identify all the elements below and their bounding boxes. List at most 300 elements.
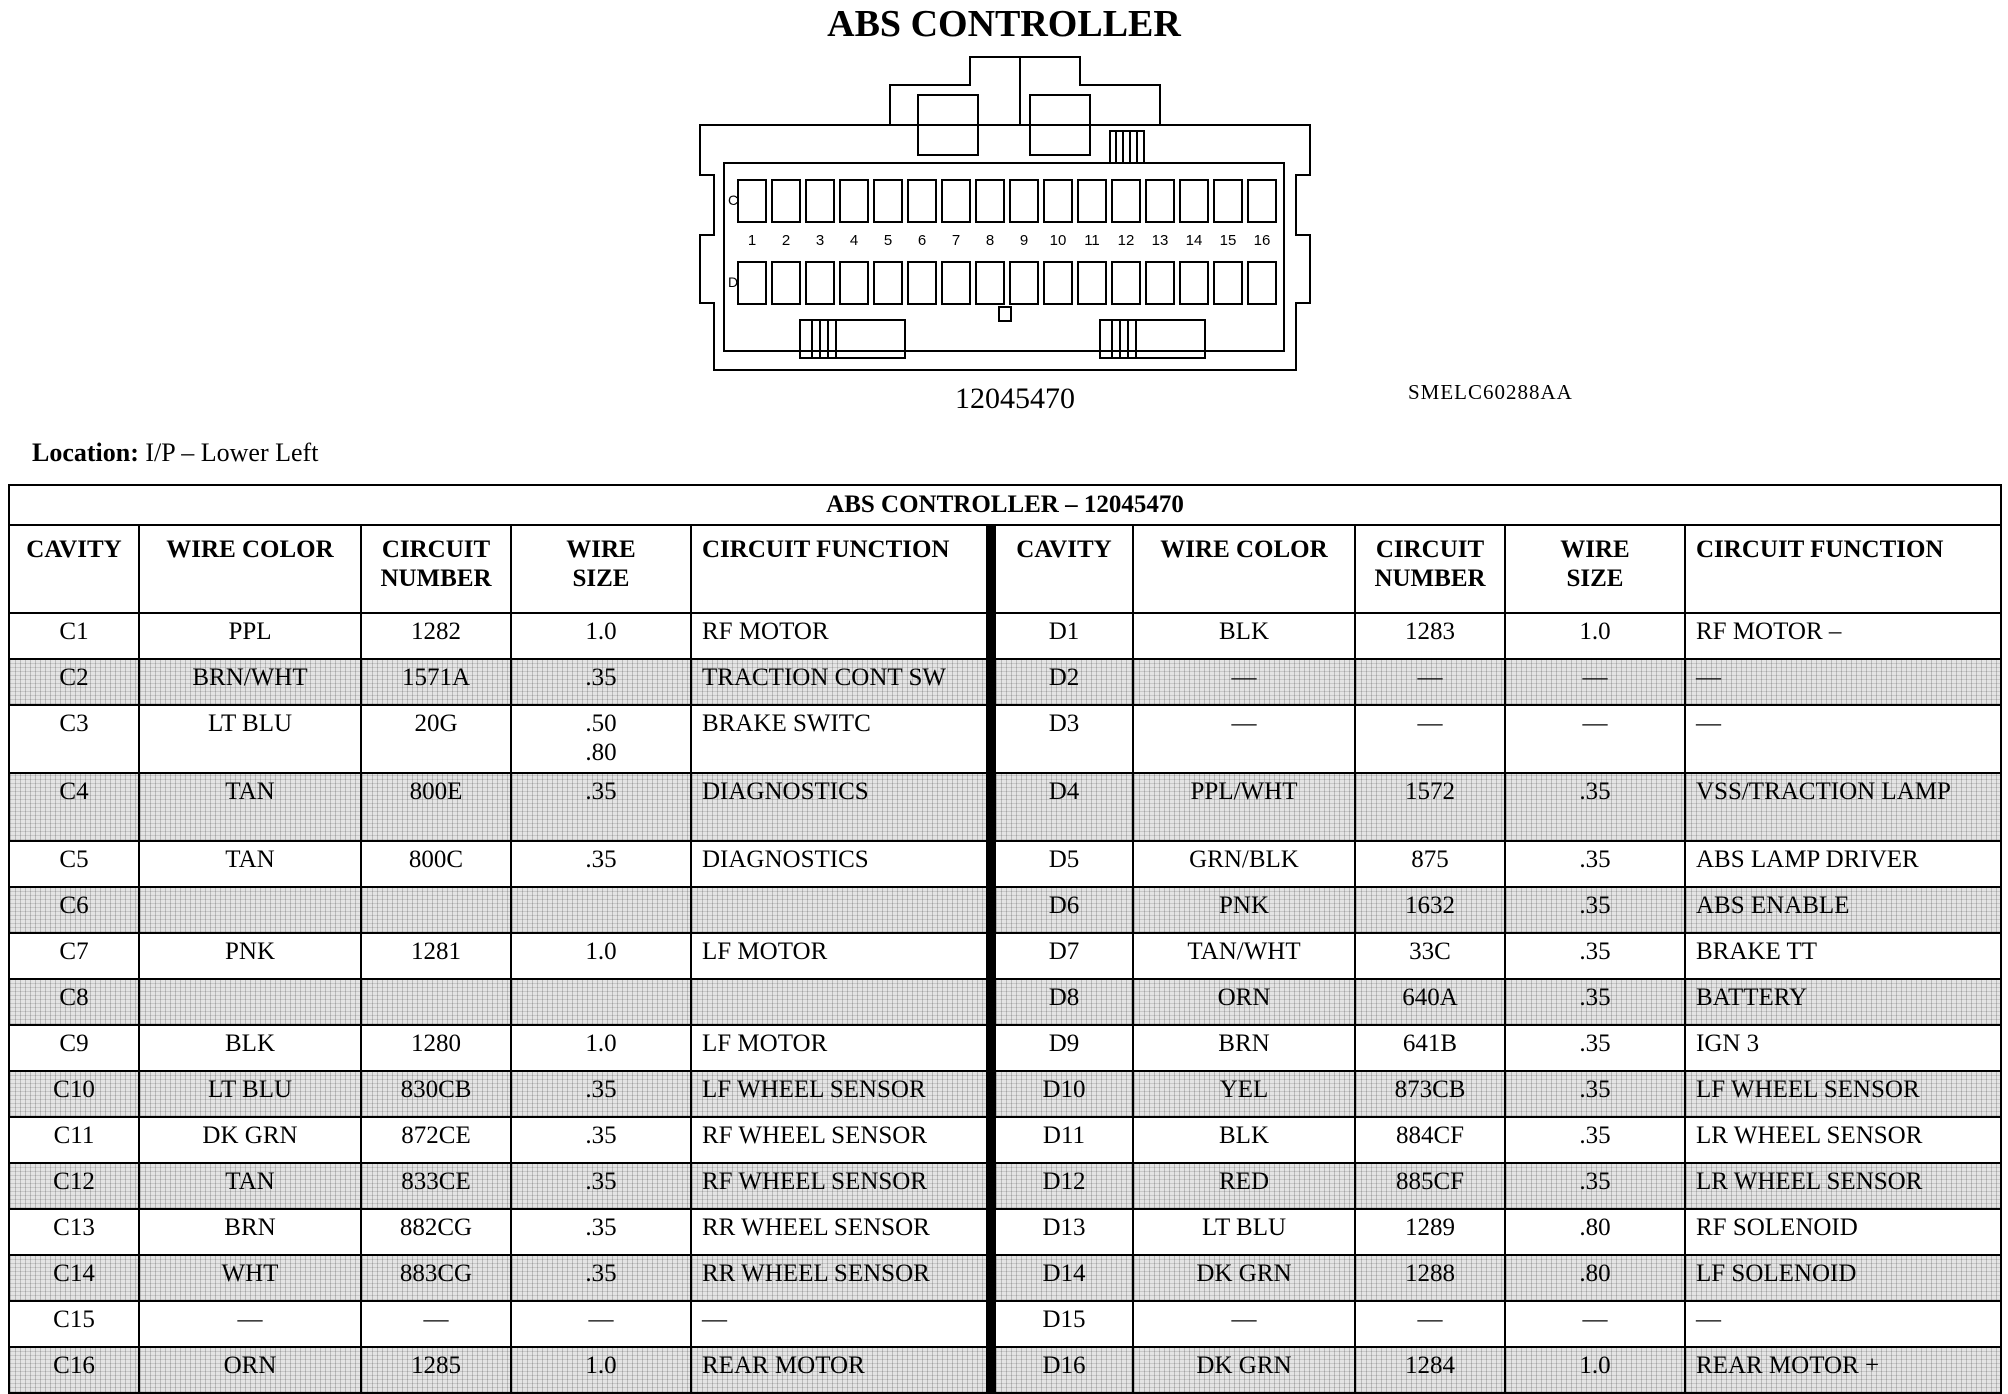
cell-cavity <box>9 705 139 773</box>
cell-cavity-text: C14 <box>53 1260 95 1287</box>
cell-circuit-function-text: — <box>702 1306 727 1333</box>
header-text: CIRCUIT <box>381 536 491 563</box>
cell-wire-color <box>1133 1347 1355 1393</box>
cell-circuit-number <box>361 979 511 1025</box>
cell-wire-color <box>139 1301 361 1347</box>
cell-wire-size <box>511 1025 691 1071</box>
location-value: I/P – Lower Left <box>145 438 319 467</box>
cell-wire-color <box>1133 1301 1355 1347</box>
drawing-code: SMELC60288AA <box>1408 380 1573 404</box>
cell-wire-size-text: .35 <box>585 846 617 873</box>
cell-cavity <box>991 1163 1133 1209</box>
cell-circuit-number <box>361 887 511 933</box>
cell-cavity-text: D1 <box>1048 618 1080 645</box>
cell-wire-size-text: .80 <box>1579 1260 1611 1287</box>
cell-wire-color-text: GRN/BLK <box>1189 846 1299 873</box>
lock-slot-right <box>1100 320 1205 358</box>
table-title: ABS CONTROLLER – 12045470 <box>9 485 2001 525</box>
cell-wire-size <box>511 887 691 933</box>
cell-circuit-function <box>691 659 991 705</box>
cell-wire-color <box>1133 841 1355 887</box>
pin-number-label: 8 <box>985 232 995 249</box>
header-text: NUMBER <box>1374 564 1486 592</box>
cell-circuit-function-text: RR WHEEL SENSOR <box>702 1214 930 1241</box>
cavity-d6 <box>908 262 936 304</box>
cell-wire-size <box>1505 1117 1685 1163</box>
cell-cavity-text: C15 <box>53 1306 95 1333</box>
cell-circuit-function-text: RR WHEEL SENSOR <box>702 1260 930 1287</box>
cell-circuit-number-text: — <box>1417 664 1443 691</box>
cell-cavity-text: D13 <box>1042 1214 1086 1241</box>
cell-circuit-function-text: REAR MOTOR <box>702 1352 865 1379</box>
header-circuit-number <box>361 525 511 613</box>
cell-circuit-number <box>1355 1255 1505 1301</box>
cell-cavity-text: C2 <box>59 664 89 691</box>
cell-wire-color-text: DK GRN <box>202 1122 298 1149</box>
cell-cavity-text: D5 <box>1048 846 1080 873</box>
cell-wire-color <box>1133 1163 1355 1209</box>
cell-circuit-number <box>361 1209 511 1255</box>
cell-circuit-number <box>361 1347 511 1393</box>
cell-circuit-function <box>1685 705 2001 773</box>
cell-circuit-number-text: 640A <box>1402 984 1458 1011</box>
cell-circuit-function-text: — <box>1696 710 1721 737</box>
cell-cavity <box>9 933 139 979</box>
cell-circuit-number-text: — <box>1417 710 1443 737</box>
table-row <box>9 705 2001 773</box>
cell-circuit-function-text: RF WHEEL SENSOR <box>702 1168 928 1195</box>
cell-circuit-function <box>691 1301 991 1347</box>
header-text: CAVITY <box>1016 536 1112 563</box>
cell-circuit-function-text: LR WHEEL SENSOR <box>1696 1122 1923 1149</box>
cell-circuit-number-text: 1289 <box>1405 1214 1455 1241</box>
cell-wire-size <box>1505 705 1685 773</box>
header-text: SIZE <box>572 564 630 592</box>
cell-wire-size <box>1505 773 1685 841</box>
cavity-c16 <box>1248 180 1276 222</box>
cell-wire-size <box>511 1301 691 1347</box>
header-text: WIRE COLOR <box>166 536 334 563</box>
cell-circuit-function-text: LF WHEEL SENSOR <box>702 1076 926 1103</box>
cell-wire-color-text: TAN <box>225 846 275 873</box>
cell-cavity-text: D11 <box>1042 1122 1086 1149</box>
cell-wire-size <box>511 659 691 705</box>
cell-circuit-function-text: TRACTION CONT SW <box>702 664 946 691</box>
header-text: CIRCUIT FUNCTION <box>1696 536 1944 563</box>
cavity-d1 <box>738 262 766 304</box>
pin-number-label: 6 <box>917 232 927 249</box>
pin-number-label: 1 <box>747 232 757 249</box>
cell-cavity-text: D4 <box>1048 778 1080 805</box>
cell-wire-color-text: BRN <box>1218 1030 1270 1057</box>
row-d-label: D <box>728 274 739 290</box>
cavity-c4 <box>840 180 868 222</box>
table-row <box>9 1209 2001 1255</box>
pin-number-label: 11 <box>1084 232 1100 249</box>
cell-circuit-function <box>1685 979 2001 1025</box>
pin-number-label: 2 <box>781 232 791 249</box>
cavity-d16 <box>1248 262 1276 304</box>
cell-wire-color <box>139 705 361 773</box>
cell-cavity <box>9 887 139 933</box>
cell-wire-size <box>511 1255 691 1301</box>
cell-cavity-text: C5 <box>59 846 89 873</box>
cell-circuit-function-text: IGN 3 <box>1696 1030 1760 1057</box>
cell-cavity-text: C4 <box>59 778 89 805</box>
cell-wire-color-text: LT BLU <box>1201 1214 1287 1241</box>
cell-wire-size-text: .35 <box>585 778 617 805</box>
cell-cavity <box>9 1071 139 1117</box>
cell-circuit-number-text: 830CB <box>400 1076 472 1103</box>
table-row <box>9 1071 2001 1117</box>
cell-cavity-text: C8 <box>59 984 89 1011</box>
cell-wire-size-text: 1.0 <box>585 1352 617 1379</box>
cell-wire-size-text: .35 <box>1579 938 1611 965</box>
cell-circuit-function-text: RF WHEEL SENSOR <box>702 1122 928 1149</box>
cell-wire-color-text: RED <box>1219 1168 1269 1195</box>
cell-circuit-function <box>1685 659 2001 705</box>
cell-cavity <box>991 1025 1133 1071</box>
cell-circuit-function-text: DIAGNOSTICS <box>702 846 869 873</box>
cell-wire-color-text: — <box>1231 710 1257 737</box>
cell-wire-size-text: .50 <box>585 710 617 737</box>
cavity-d11 <box>1078 262 1106 304</box>
location-label: Location: <box>32 438 139 467</box>
cell-wire-color <box>139 1025 361 1071</box>
location-line <box>32 438 318 468</box>
pin-number-label: 16 <box>1253 232 1271 249</box>
pinout-table <box>8 484 2002 1394</box>
cell-cavity <box>991 773 1133 841</box>
cell-circuit-number <box>361 1071 511 1117</box>
cell-circuit-number-text: 1283 <box>1405 618 1455 645</box>
pin-number-label: 9 <box>1019 232 1029 249</box>
cell-circuit-number-text: 1571A <box>401 664 471 691</box>
cell-circuit-number-text: 875 <box>1411 846 1449 873</box>
table-row <box>9 841 2001 887</box>
cell-circuit-function <box>691 1209 991 1255</box>
cell-wire-size-text: .35 <box>585 1122 617 1149</box>
cell-cavity <box>991 659 1133 705</box>
cell-circuit-function <box>691 705 991 773</box>
cell-circuit-number <box>361 1255 511 1301</box>
cell-wire-size <box>1505 887 1685 933</box>
header-cavity <box>9 525 139 613</box>
cell-cavity <box>991 933 1133 979</box>
cell-circuit-function <box>1685 1209 2001 1255</box>
cell-cavity <box>9 1301 139 1347</box>
cell-cavity <box>9 841 139 887</box>
cell-wire-color-text: YEL <box>1219 1076 1269 1103</box>
cell-wire-color <box>1133 659 1355 705</box>
cell-circuit-number <box>361 1301 511 1347</box>
header-circuit-function <box>1685 525 2001 613</box>
cell-wire-size-text: .35 <box>1579 984 1611 1011</box>
cell-circuit-number-text: 1632 <box>1405 892 1455 919</box>
cell-wire-size <box>1505 979 1685 1025</box>
cavity-d2 <box>772 262 800 304</box>
cell-circuit-number-text: 1284 <box>1405 1352 1455 1379</box>
cell-cavity-text: D15 <box>1042 1306 1086 1333</box>
cell-circuit-number <box>361 1163 511 1209</box>
cell-wire-size-text: .35 <box>1579 1168 1611 1195</box>
cell-wire-color-text: PNK <box>224 938 275 965</box>
cell-wire-size-text: .35 <box>585 1076 617 1103</box>
cell-circuit-function <box>1685 613 2001 659</box>
cell-cavity-text: C13 <box>53 1214 95 1241</box>
cell-wire-color-text: LT BLU <box>207 710 293 737</box>
pin-number-label: 13 <box>1151 232 1169 249</box>
cavity-c8 <box>976 180 1004 222</box>
cell-wire-size-text: .35 <box>585 1214 617 1241</box>
cell-wire-size-text: 1.0 <box>1579 1352 1611 1379</box>
cell-cavity-text: C6 <box>59 892 89 919</box>
cell-cavity <box>9 1347 139 1393</box>
cell-circuit-number-text: — <box>1417 1306 1443 1333</box>
connector-diagram <box>690 55 1320 385</box>
cell-wire-size <box>511 979 691 1025</box>
pin-number-label: 14 <box>1185 232 1203 249</box>
cell-circuit-function-text: BRAKE TT <box>1696 938 1818 965</box>
connector-latch <box>890 57 1160 125</box>
cell-circuit-number-text: 1281 <box>411 938 461 965</box>
cell-cavity <box>9 659 139 705</box>
cell-circuit-number <box>361 933 511 979</box>
cell-circuit-number-text: 800E <box>409 778 463 805</box>
cell-cavity-text: D12 <box>1042 1168 1086 1195</box>
cell-wire-size-text: .35 <box>1579 1076 1611 1103</box>
cell-cavity <box>991 1117 1133 1163</box>
cell-wire-color-text: BLK <box>225 1030 275 1057</box>
cell-cavity-text: D16 <box>1042 1352 1086 1379</box>
cell-wire-size-text: .35 <box>1579 1122 1611 1149</box>
cell-wire-color <box>139 1117 361 1163</box>
cell-circuit-number-text: 800C <box>408 846 464 873</box>
cell-circuit-function <box>1685 1301 2001 1347</box>
cell-wire-color-text: BLK <box>1219 618 1269 645</box>
cell-wire-color <box>139 1071 361 1117</box>
cell-wire-color-text: TAN/WHT <box>1187 938 1301 965</box>
cell-wire-size <box>1505 1071 1685 1117</box>
table-row <box>9 979 2001 1025</box>
cavity-c1 <box>738 180 766 222</box>
cell-circuit-function <box>691 933 991 979</box>
header-wire-size <box>1505 525 1685 613</box>
cell-wire-size <box>1505 1255 1685 1301</box>
lock-slot-left <box>800 320 905 358</box>
cell-circuit-number-text: 885CF <box>1395 1168 1465 1195</box>
cell-circuit-function <box>1685 773 2001 841</box>
cell-circuit-number <box>1355 1071 1505 1117</box>
table-row <box>9 1255 2001 1301</box>
cell-wire-color <box>139 1347 361 1393</box>
table-row <box>9 1347 2001 1393</box>
table-row <box>9 933 2001 979</box>
cell-wire-color-text: BRN/WHT <box>192 664 308 691</box>
cell-circuit-function <box>691 1117 991 1163</box>
cavity-c7 <box>942 180 970 222</box>
cell-wire-size <box>1505 613 1685 659</box>
cell-cavity-text: D9 <box>1048 1030 1080 1057</box>
table-row <box>9 887 2001 933</box>
cell-circuit-function <box>1685 1347 2001 1393</box>
cell-cavity <box>991 1347 1133 1393</box>
header-wire-color <box>139 525 361 613</box>
cell-wire-color <box>1133 979 1355 1025</box>
cell-wire-size <box>511 1209 691 1255</box>
cavity-d7 <box>942 262 970 304</box>
cell-circuit-number-text: 883CG <box>399 1260 473 1287</box>
part-number: 12045470 <box>955 382 1075 415</box>
cell-circuit-function <box>1685 841 2001 887</box>
cell-wire-size-text: 1.0 <box>585 938 617 965</box>
cell-circuit-number <box>1355 773 1505 841</box>
cell-circuit-number <box>361 773 511 841</box>
table-row <box>9 1301 2001 1347</box>
cell-wire-size <box>511 1071 691 1117</box>
cell-circuit-number <box>1355 1209 1505 1255</box>
cell-circuit-number <box>361 841 511 887</box>
cell-circuit-function-text: RF SOLENOID <box>1696 1214 1858 1241</box>
pin-number-label: 3 <box>815 232 825 249</box>
table-row <box>9 659 2001 705</box>
cell-wire-size-text: — <box>1582 664 1608 691</box>
key-notch <box>999 307 1011 321</box>
cell-circuit-function <box>691 887 991 933</box>
cell-wire-size-alt: .80 <box>585 738 617 766</box>
cell-wire-size-text: .35 <box>585 1168 617 1195</box>
header-text: SIZE <box>1566 564 1624 592</box>
cell-circuit-number-text: 882CG <box>399 1214 473 1241</box>
cell-circuit-function <box>691 1255 991 1301</box>
cell-cavity <box>9 1255 139 1301</box>
cell-wire-color-text: ORN <box>1217 984 1271 1011</box>
pin-number-label: 10 <box>1049 232 1067 249</box>
cell-cavity-text: D7 <box>1048 938 1080 965</box>
cell-circuit-number <box>1355 1301 1505 1347</box>
cell-cavity-text: C3 <box>59 710 89 737</box>
cell-cavity-text: D3 <box>1048 710 1080 737</box>
cell-circuit-number-text: 884CF <box>1395 1122 1465 1149</box>
cell-cavity-text: C16 <box>53 1352 95 1379</box>
cell-cavity <box>991 1255 1133 1301</box>
header-wire-color <box>1133 525 1355 613</box>
cell-circuit-function-text: LR WHEEL SENSOR <box>1696 1168 1923 1195</box>
cell-wire-size <box>1505 659 1685 705</box>
cell-circuit-number <box>1355 659 1505 705</box>
cell-cavity-text: C10 <box>53 1076 95 1103</box>
cell-cavity-text: D6 <box>1048 892 1080 919</box>
cavity-d12 <box>1112 262 1140 304</box>
cavity-c13 <box>1146 180 1174 222</box>
header-text: NUMBER <box>380 564 492 592</box>
cell-circuit-number-text: 872CE <box>401 1122 471 1149</box>
cell-wire-color <box>1133 705 1355 773</box>
cell-wire-size <box>511 613 691 659</box>
cell-circuit-function-text: RF MOTOR <box>702 618 829 645</box>
cell-wire-size <box>511 841 691 887</box>
cell-wire-color-text: BLK <box>1219 1122 1269 1149</box>
page-title: ABS CONTROLLER <box>827 3 1181 45</box>
cell-wire-color-text: DK GRN <box>1196 1352 1292 1379</box>
cell-circuit-function <box>691 841 991 887</box>
cell-circuit-function-text: LF MOTOR <box>702 938 828 965</box>
cell-wire-color-text: PNK <box>1218 892 1269 919</box>
cell-cavity <box>991 841 1133 887</box>
cell-circuit-function-text: BRAKE SWITC <box>702 710 871 737</box>
cell-wire-color <box>1133 933 1355 979</box>
cavity-d5 <box>874 262 902 304</box>
cavity-c10 <box>1044 180 1072 222</box>
cavity-c14 <box>1180 180 1208 222</box>
cell-circuit-function <box>1685 1255 2001 1301</box>
cell-circuit-function-text: — <box>1696 1306 1721 1333</box>
cell-wire-size <box>511 933 691 979</box>
cell-wire-size-text: — <box>1582 1306 1608 1333</box>
cell-cavity <box>9 773 139 841</box>
cell-circuit-function <box>691 1025 991 1071</box>
cell-wire-size-text: .35 <box>1579 1030 1611 1057</box>
cavity-d3 <box>806 262 834 304</box>
cavity-c3 <box>806 180 834 222</box>
cell-circuit-number <box>1355 1163 1505 1209</box>
cell-wire-color-text: BRN <box>224 1214 276 1241</box>
cavity-c5 <box>874 180 902 222</box>
cell-wire-size-text: 1.0 <box>585 1030 617 1057</box>
cell-cavity <box>9 1117 139 1163</box>
pin-number-label: 15 <box>1219 232 1237 249</box>
cell-wire-size <box>1505 841 1685 887</box>
cell-wire-size <box>511 1117 691 1163</box>
cell-cavity-text: C12 <box>53 1168 95 1195</box>
cell-wire-color <box>139 1163 361 1209</box>
cell-wire-size <box>1505 1209 1685 1255</box>
cell-circuit-number-text: — <box>423 1306 449 1333</box>
cavity-c11 <box>1078 180 1106 222</box>
cavity-c9 <box>1010 180 1038 222</box>
table-header-row <box>9 525 2001 613</box>
cell-cavity <box>991 887 1133 933</box>
table-row <box>9 1025 2001 1071</box>
cell-circuit-number <box>1355 887 1505 933</box>
cell-cavity-text: D10 <box>1042 1076 1086 1103</box>
cell-wire-color <box>1133 887 1355 933</box>
pin-number-label: 4 <box>849 232 859 249</box>
cell-wire-size <box>1505 1347 1685 1393</box>
cell-wire-size-text: .35 <box>1579 846 1611 873</box>
row-c-label: C <box>728 192 739 208</box>
header-text: WIRE COLOR <box>1160 536 1328 563</box>
cell-wire-size <box>511 705 691 773</box>
cell-cavity-text: D8 <box>1048 984 1080 1011</box>
cell-wire-size-text: — <box>1582 710 1608 737</box>
cell-wire-color <box>139 1209 361 1255</box>
cell-cavity <box>991 613 1133 659</box>
cell-wire-color <box>139 933 361 979</box>
cell-wire-color-text: — <box>1231 1306 1257 1333</box>
cavity-c15 <box>1214 180 1242 222</box>
cell-wire-size-text: .35 <box>585 664 617 691</box>
cell-wire-size <box>1505 1025 1685 1071</box>
cell-wire-size <box>511 1347 691 1393</box>
pin-number-label: 7 <box>951 232 961 249</box>
table-row <box>9 613 2001 659</box>
cell-cavity <box>9 1209 139 1255</box>
cell-circuit-function <box>691 1163 991 1209</box>
header-cavity <box>991 525 1133 613</box>
cell-wire-color-text: LT BLU <box>207 1076 293 1103</box>
header-text: CAVITY <box>26 536 122 563</box>
